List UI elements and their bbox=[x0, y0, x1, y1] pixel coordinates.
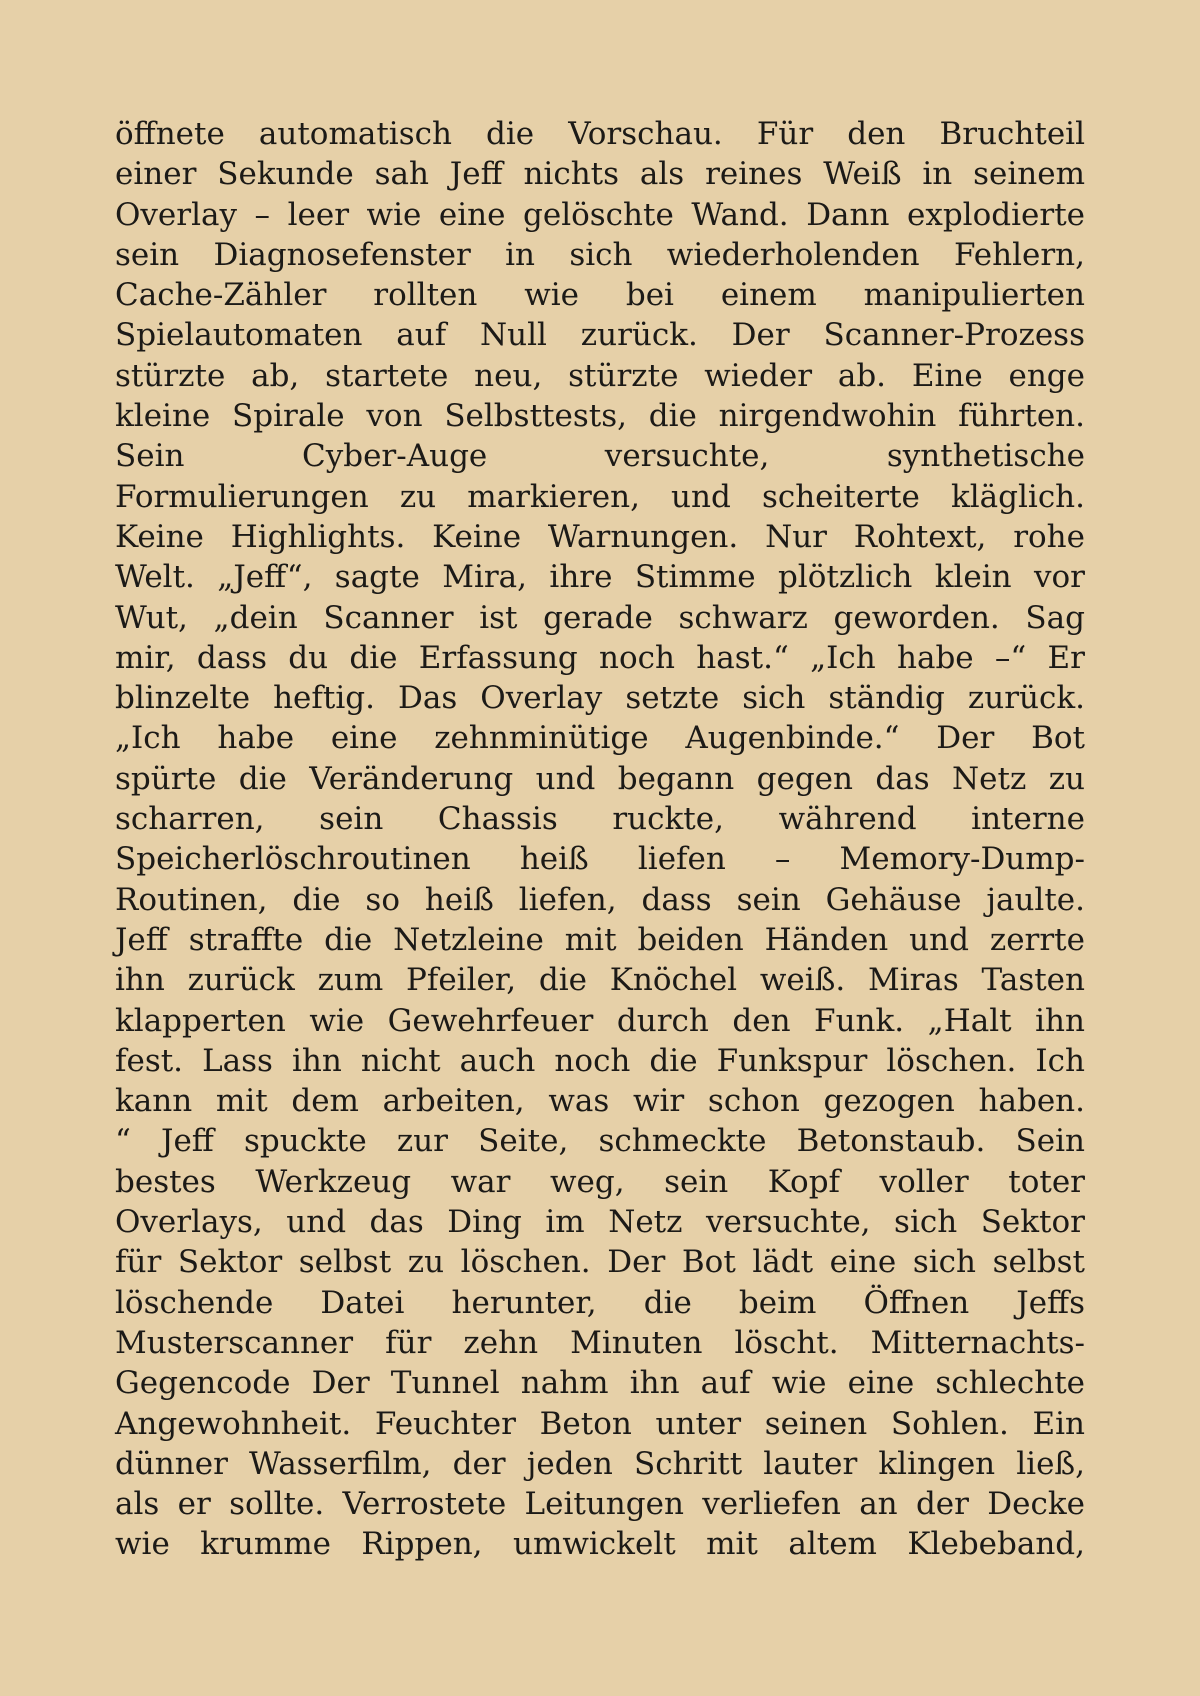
text-line: Spielautomaten auf Null zurück. Der Scanner-Prozess bbox=[115, 317, 1085, 354]
text-line: ihn zurück zum Pfeiler, die Knöchel weiß. Miras Tasten bbox=[115, 962, 1085, 999]
text-line: bestes Werkzeug war weg, sein Kopf voller toter bbox=[115, 1163, 1085, 1200]
text-line: für Sektor selbst zu löschen. Der Bot lädt eine sich selbst bbox=[115, 1244, 1085, 1281]
text-line: als er sollte. Verrostete Leitungen verliefen an der Decke bbox=[115, 1486, 1085, 1523]
text-line: Gegencode Der Tunnel nahm ihn auf wie eine schlechte bbox=[115, 1365, 1085, 1402]
text-line: klapperten wie Gewehrfeuer durch den Funk. „Halt ihn bbox=[115, 1002, 1085, 1039]
text-line: Sein Cyber-Auge versuchte, synthetische bbox=[115, 438, 1085, 475]
text-line: Jeff straffte die Netzleine mit beiden Händen und zerrte bbox=[115, 921, 1085, 958]
text-line: Cache-Zähler rollten wie bei einem manipulierten bbox=[115, 277, 1085, 314]
text-line: mir, dass du die Erfassung noch hast.“ „Ich habe –“ Er bbox=[115, 639, 1085, 676]
body-text bbox=[115, 114, 1085, 1565]
text-line: stürzte ab, startete neu, stürzte wieder ab. Eine enge bbox=[115, 357, 1085, 394]
text-line: Angewohnheit. Feuchter Beton unter seinen Sohlen. Ein bbox=[115, 1405, 1085, 1442]
text-line: kann mit dem arbeiten, was wir schon gezogen haben. bbox=[115, 1083, 1085, 1120]
text-line: Routinen, die so heiß liefen, dass sein Gehäuse jaulte. bbox=[115, 881, 1085, 918]
text-line: Speicherlöschroutinen heiß liefen – Memory-Dump- bbox=[115, 841, 1085, 878]
text-line: Welt. „Jeff“, sagte Mira, ihre Stimme plötzlich klein vor bbox=[115, 559, 1085, 596]
text-line: “ Jeff spuckte zur Seite, schmeckte Betonstaub. Sein bbox=[115, 1123, 1085, 1160]
text-line: löschende Datei herunter, die beim Öffnen Jeffs bbox=[115, 1284, 1085, 1321]
text-line: scharren, sein Chassis ruckte, während interne bbox=[115, 801, 1085, 838]
text-line: einer Sekunde sah Jeff nichts als reines Weiß in seinem bbox=[115, 156, 1085, 193]
text-line: wie krumme Rippen, umwickelt mit altem Klebeband, bbox=[115, 1526, 1085, 1563]
text-line: fest. Lass ihn nicht auch noch die Funkspur löschen. Ich bbox=[115, 1042, 1085, 1079]
text-line: Overlays, und das Ding im Netz versuchte, sich Sektor bbox=[115, 1204, 1085, 1241]
text-line: Musterscanner für zehn Minuten löscht. Mitternachts- bbox=[115, 1324, 1085, 1361]
text-line: Keine Highlights. Keine Warnungen. Nur Rohtext, rohe bbox=[115, 518, 1085, 555]
text-line: dünner Wasserfilm, der jeden Schritt lauter klingen ließ, bbox=[115, 1445, 1085, 1482]
text-line: öffnete automatisch die Vorschau. Für den Bruchteil bbox=[115, 116, 1085, 152]
text-line: Overlay – leer wie eine gelöschte Wand. Dann explodierte bbox=[115, 196, 1085, 233]
text-line: blinzelte heftig. Das Overlay setzte sich ständig zurück. bbox=[115, 680, 1085, 717]
text-line: „Ich habe eine zehnminütige Augenbinde.“ Der Bot bbox=[115, 720, 1085, 757]
text-line: Wut, „dein Scanner ist gerade schwarz geworden. Sag bbox=[115, 599, 1085, 636]
text-line: Formulierungen zu markieren, und scheiterte kläglich. bbox=[115, 478, 1085, 515]
text-line: spürte die Veränderung und begann gegen das Netz zu bbox=[115, 760, 1085, 797]
text-line: kleine Spirale von Selbsttests, die nirgendwohin führten. bbox=[115, 398, 1085, 435]
text-line: sein Diagnosefenster in sich wiederholenden Fehlern, bbox=[115, 236, 1085, 273]
